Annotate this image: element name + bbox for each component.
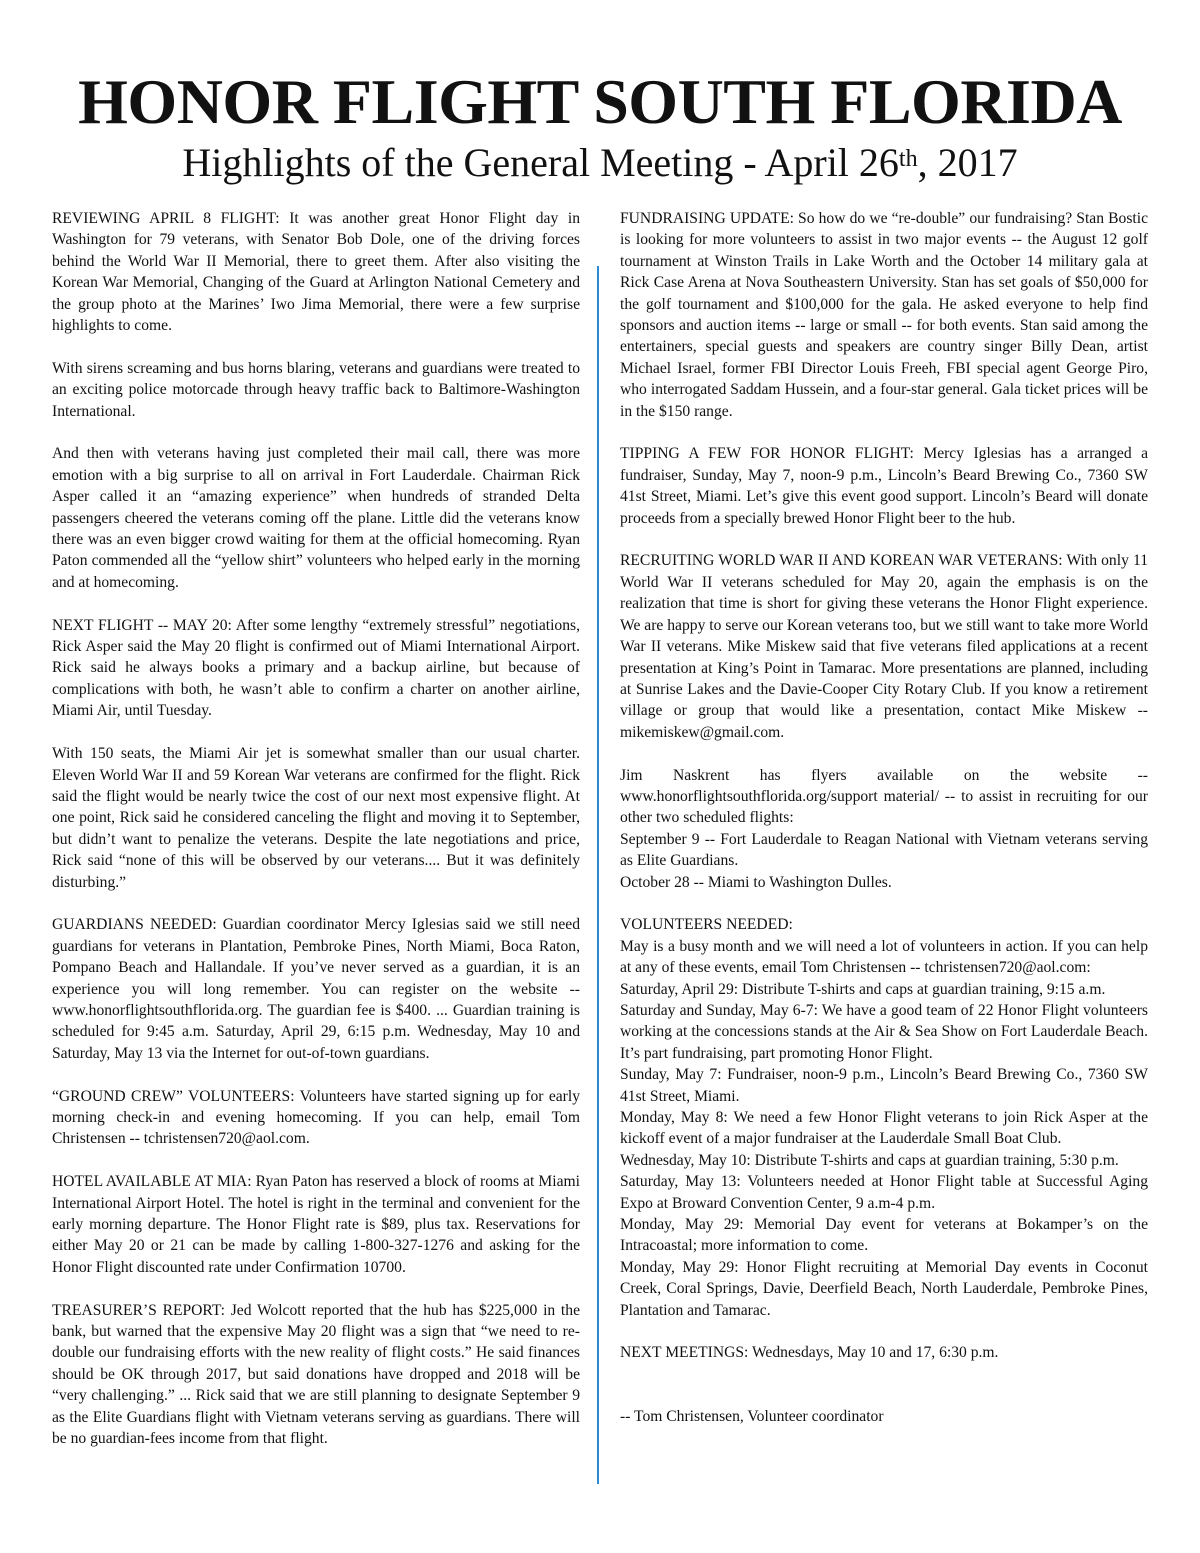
event-item: Monday, May 8: We need a few Honor Flight veterans to join Rick Asper at the kickoff event of a major fundraiser at the Lauderdale Small Boat Club.: [620, 1109, 1148, 1148]
left-column: [52, 208, 580, 1471]
event-item: Saturday and Sunday, May 6-7: We have a good team of 22 Honor Flight volunteers working at the concessions stands at the Air & Sea Show on Fort Lauderdale Beach. It’s part fundraising, part promoting Honor Flight.: [620, 1001, 1148, 1062]
newsletter-subtitle: [0, 140, 1200, 186]
article-motorcade: With sirens screaming and bus horns blaring, veterans and guardians were treated to an exciting police motorcade through heavy traffic back to Baltimore-Washington International.: [52, 359, 580, 420]
scheduled-flight-october: October 28 -- Miami to Washington Dulles.: [620, 873, 892, 891]
volunteers-heading: VOLUNTEERS NEEDED:: [620, 916, 793, 934]
article-recruiting-veterans: RECRUITING WORLD WAR II AND KOREAN WAR VETERANS: With only 11 World War II veterans scheduled for May 20, again the emphasis is on the realization that time is short for giving these veterans the Honor Flight experience. We are happy to serve our Korean veterans too, but we still want to take more World War II veterans. Mike Miskew said that five veterans filed applications at a recent presentation at King’s Point in Tamarac. More presentations are planned, including at Sunrise Lakes and the Davie-Cooper City Rotary Club. If you know a retirement village or group that would like a presentation, contact Mike Miskew -- mikemiskew@gmail.com.: [620, 552, 1148, 741]
article-homecoming-surprise: And then with veterans having just completed their mail call, there was more emotion with a big surprise to all on arrival in Fort Lauderdale. Chairman Rick Asper called it an “amazing experience” when hundreds of stranded Delta passengers cheered the veterans coming off the plane. Little did the veterans know there was an even bigger crowd waiting for them at the official homecoming. Ryan Paton commended all the “yellow shirt” volunteers who helped early in the morning and at homecoming.: [52, 445, 580, 591]
right-column: [620, 208, 1148, 1449]
article-flyers: Jim Naskrent has flyers available on the website -- www.honorflightsouthflorida.org/support material/ -- to assist in recruiting for our other two scheduled flights:: [620, 766, 1148, 827]
article-hotel-available: HOTEL AVAILABLE AT MIA: Ryan Paton has reserved a block of rooms at Miami International Airport Hotel. The hotel is right in the terminal and convenient for the early morning departure. The Honor Flight rate is $89, plus tax. Reservations for either May 20 or 21 can be made by calling 1-800-327-1276 and asking for the Honor Flight discounted rate under Confirmation 10700.: [52, 1173, 580, 1276]
event-item: Monday, May 29: Honor Flight recruiting at Memorial Day events in Coconut Creek, Coral Springs, Davie, Deerfield Beach, North Lauderdale, Pembroke Pines, Plantation and Tamarac.: [620, 1258, 1148, 1319]
event-item: Wednesday, May 10: Distribute T-shirts and caps at guardian training, 5:30 p.m.: [620, 1151, 1119, 1169]
scheduled-flight-september: September 9 -- Fort Lauderdale to Reagan National with Vietnam veterans serving as Elite Guardians.: [620, 830, 1148, 870]
volunteers-intro: May is a busy month and we will need a lot of volunteers in action. If you can help at any of these events, email Tom Christensen -- tchristensen720@aol.com:: [620, 937, 1148, 977]
article-reviewing-april-8-flight: REVIEWING APRIL 8 FLIGHT: It was another great Honor Flight day in Washington for 79 veterans, with Senator Bob Dole, one of the driving forces behind the World War II Memorial, there to greet them. After also visiting the Korean War Memorial, Changing of the Guard at Arlington National Cemetery and the group photo at the Marines’ Iwo Jima Memorial, there were a few surprise highlights to come.: [52, 210, 580, 335]
event-item: Saturday, April 29: Distribute T-shirts and caps at guardian training, 9:15 a.m.: [620, 980, 1106, 998]
article-ground-crew-volunteers: “GROUND CREW” VOLUNTEERS: Volunteers have started signing up for early morning check-in and evening homecoming. If you can help, email Tom Christensen -- tchristensen720@aol.com.: [52, 1087, 580, 1148]
article-miami-air-jet: With 150 seats, the Miami Air jet is somewhat smaller than our usual charter. Eleven World War II and 59 Korean War veterans are confirmed for the flight. Rick said the flight would be nearly twice the cost of our next most expensive flight. At one point, Rick said he considered canceling the flight and moving it to September, but didn’t want to penalize the veterans. Despite the late negotiations and price, Rick said “none of this will be observed by our veterans.... But it was definitely disturbing.”: [52, 745, 580, 891]
article-treasurers-report: TREASURER’S REPORT: Jed Wolcott reported that the hub has $225,000 in the bank, but warned that the expensive May 20 flight was a sign that “we need to re-double our fundraising efforts with the new reality of flight costs.” He said finances should be OK through 2017, but said donations have dropped and 2018 will be “very challenging.” ... Rick said that we are still planning to designate September 9 as the Elite Guardians flight with Vietnam veterans serving as guardians. There will be no guardian-fees income from that flight.: [52, 1301, 580, 1448]
article-guardians-needed: GUARDIANS NEEDED: Guardian coordinator Mercy Iglesias said we still need guardians for veterans in Plantation, Pembroke Pines, North Miami, Boca Raton, Pompano Beach and Hallandale. If you’ve never served as a guardian, it is an experience you will long remember. You can register on the website -- www.honorflightsouthflorida.org. The guardian fee is $400. ... Guardian training is scheduled for 9:45 a.m. Saturday, April 29, 6:15 p.m. Wednesday, May 10 and Saturday, May 13 via the Internet for out-of-town guardians.: [52, 916, 580, 1062]
newsletter-title: HONOR FLIGHT SOUTH FLORIDA: [78, 66, 1122, 137]
article-fundraising-update: FUNDRAISING UPDATE: So how do we “re-double” our fundraising? Stan Bostic is looking for more volunteers to assist in two major events -- the August 12 golf tournament at Winston Trails in Lake Worth and the October 14 military gala at Rick Case Arena at Nova Southeastern University. Stan has set goals of $50,000 for the golf tournament and $100,000 for the gala. He asked everyone to help find sponsors and auction items -- large or small -- for both events. Stan said among the entertainers, special guests and speakers are country singer Billy Dean, artist Michael Israel, former FBI Director Louis Freeh, FBI special agent George Piro, who interrogated Saddam Hussein, and a four-star general. Gala ticket prices will be in the $150 range.: [620, 210, 1148, 420]
article-tipping-a-few: TIPPING A FEW FOR HONOR FLIGHT: Mercy Iglesias has a arranged a fundraiser, Sunday, May 7, noon-9 p.m., Lincoln’s Beard Brewing Co., 7360 SW 41st Street, Miami. Let’s give this event good support. Lincoln’s Beard will donate proceeds from a specially brewed Honor Flight beer to the hub.: [620, 445, 1148, 527]
event-item: Monday, May 29: Memorial Day event for veterans at Bokamper’s on the Intracoastal; more information to come.: [620, 1216, 1148, 1255]
subtitle-text: Highlights of the General Meeting - April 26: [182, 140, 899, 185]
signature: -- Tom Christensen, Volunteer coordinator: [620, 1407, 884, 1425]
event-item: Sunday, May 7: Fundraiser, noon-9 p.m., Lincoln’s Beard Brewing Co., 7360 SW 41st Street, Miami.: [620, 1066, 1148, 1105]
subtitle-ordinal-suffix: th: [898, 146, 918, 172]
event-item: Saturday, May 13: Volunteers needed at Honor Flight table at Successful Aging Expo at Broward Convention Center, 9 a.m-4 p.m.: [620, 1173, 1148, 1212]
article-next-flight: NEXT FLIGHT -- MAY 20: After some lengthy “extremely stressful” negotiations, Rick Asper said the May 20 flight is confirmed out of Miami International Airport. Rick said he always books a primary and a backup airline, but because of complications with both, he wasn’t able to confirm a charter on another airline, Miami Air, until Tuesday.: [52, 616, 580, 720]
subtitle-year: , 2017: [917, 140, 1018, 185]
column-divider: [597, 266, 599, 1484]
next-meetings: NEXT MEETINGS: Wednesdays, May 10 and 17, 6:30 p.m.: [620, 1344, 999, 1362]
